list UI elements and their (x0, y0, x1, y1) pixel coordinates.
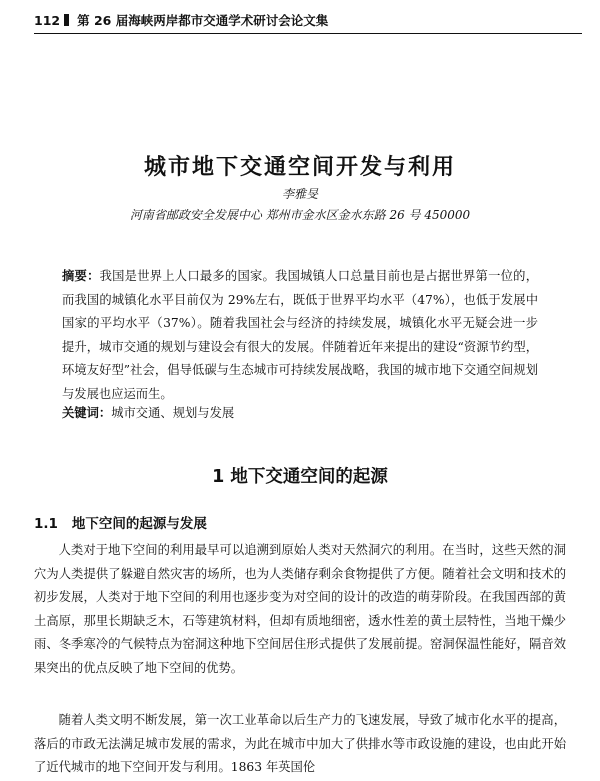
author-affiliation: 河南省邮政安全发展中心 郑州市金水区金水东路 26 号 450000 (129, 208, 471, 222)
page-number: 112 (34, 13, 61, 28)
keywords-label: 关键词： (62, 406, 112, 420)
running-title: 第 26 届海峡两岸都市交通学术研讨会论文集 (77, 13, 329, 28)
keywords-text: 城市交通、规划与发展 (111, 406, 235, 420)
abstract (62, 265, 538, 406)
author-name: 李雅旻 (281, 187, 318, 201)
body-paragraph: 人类对于地下空间的利用最早可以追溯到原始人类对天然洞穴的利用。在当时，这些天然的洞穴为人类提供了躲避自然灾害的场所，也为人类储存剩余食物提供了方便。随着社会文明和技术的初步发展，人类对于地下空间的利用也逐步变为对空间的设计的改造的萌芽阶段。在我国西部的黄土高原，那里长期缺乏木，石等建筑材料，但却有质地细密，透水性差的黄土层特性，当地干燥少雨、冬季寒冷的气候特点为窑洞这种地下空间居住形式提供了发展前提。窑洞保温性能好，隔音效果突出的优点反映了地下空间的优势。 (34, 543, 566, 675)
keywords (62, 403, 538, 423)
subsection-heading (34, 512, 574, 532)
abstract-label: 摘要： (62, 269, 100, 283)
header-separator-mark (64, 14, 69, 26)
paper-title: 城市地下交通空间开发与利用 (143, 155, 456, 180)
section-title: 1 地下交通空间的起源 (212, 467, 388, 487)
body-paragraph: 随着人类文明不断发展，第一次工业革命以后生产力的飞速发展，导致了城市化水平的提高，落后的市政无法满足城市发展的需求，为此在城市中加大了供排水等市政设施的建设，也由此开始了近代城市的地下空间开发与利用。1863 年英国伦 (34, 713, 566, 775)
subsection-number: 1.1 (34, 516, 58, 532)
subsection-title: 地下空间的起源与发展 (71, 516, 207, 532)
running-header (34, 11, 582, 34)
abstract-text: 我国是世界上人口最多的国家。我国城镇人口总量目前也是占据世界第一位的，而我国的城镇化水平目前仅为 29%左右，既低于世界平均水平（47%），也低于发展中国家的平均水平（37%）。随着我国社会与经济的持续发展，城镇化水平无疑会进一步提升，城市交通的规划与建设会有很大的发展。伴随着近年来提出的建设“资源节约型，环境友好型”社会，倡导低碳与生态城市可持续发展战略，我国的城市地下交通空间规划与发展也应运而生。 (62, 269, 538, 401)
